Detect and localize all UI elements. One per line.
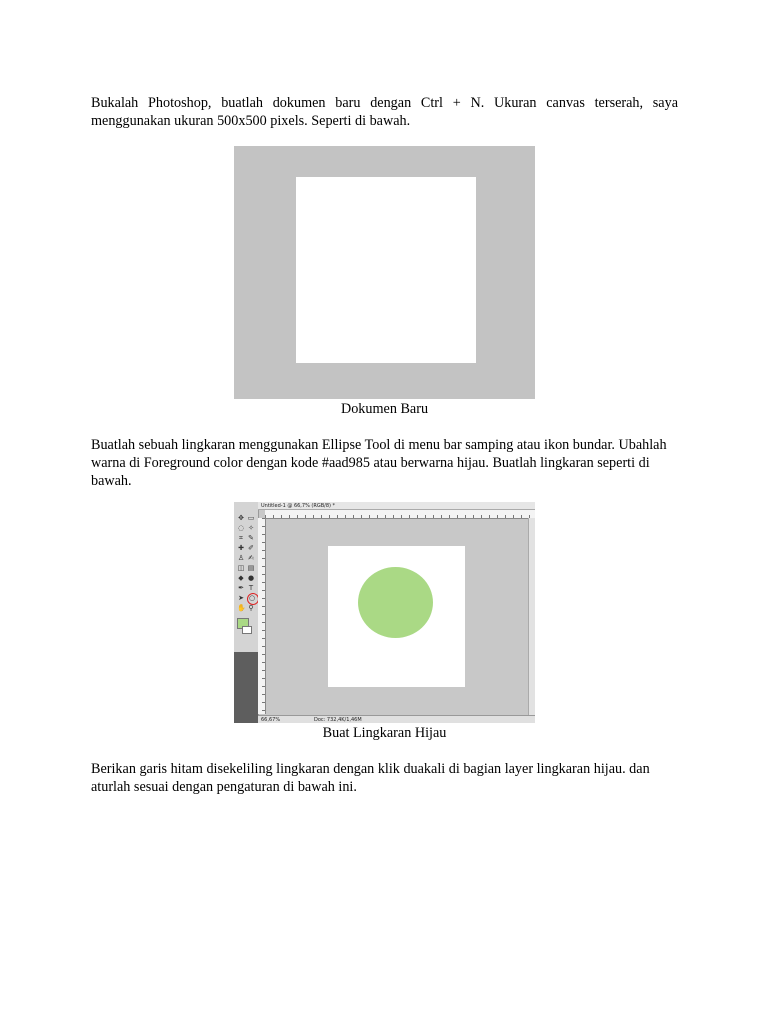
- brush-tool-icon[interactable]: ✐: [248, 544, 254, 552]
- caption-green-circle: Buat Lingkaran Hijau: [322, 725, 447, 741]
- blank-canvas: [296, 177, 476, 363]
- document-title: Untitled-1 @ 66,7% (RGB/8) *: [261, 503, 336, 509]
- ellipse-tool-icon[interactable]: ○: [248, 594, 256, 602]
- history-brush-icon[interactable]: ✍: [248, 554, 254, 562]
- pen-tool-icon[interactable]: ✒: [238, 584, 244, 592]
- tools-panel-empty: [234, 652, 258, 723]
- paragraph-stroke: Berikan garis hitam disekeliling lingkaran dengan klik duakali di bagian layer lingkaran hijau. dan aturlah sesuai dengan pengaturan di bawah ini.: [91, 761, 650, 795]
- zoom-tool-icon[interactable]: ⚲: [248, 604, 254, 612]
- type-tool-icon[interactable]: T: [248, 584, 254, 592]
- green-circle[interactable]: [358, 567, 433, 638]
- document-tab[interactable]: [258, 502, 535, 510]
- marquee-tool-icon[interactable]: ▭: [247, 514, 255, 522]
- vertical-scrollbar[interactable]: [528, 518, 535, 715]
- document-canvas[interactable]: [328, 546, 465, 687]
- crop-tool-icon[interactable]: ⌗: [239, 534, 243, 542]
- healing-tool-icon[interactable]: ✚: [238, 544, 244, 552]
- eraser-tool-icon[interactable]: ◫: [237, 564, 245, 572]
- document-size: Doc: 732,4K/1,46M: [314, 717, 362, 723]
- caption-new-document: Dokumen Baru: [340, 401, 429, 417]
- zoom-level[interactable]: 66,67%: [261, 717, 281, 723]
- vertical-ruler: [258, 518, 266, 714]
- paragraph-intro: Bukalah Photoshop, buatlah dokumen baru dengan Ctrl + N. Ukuran canvas terserah, saya menggunakan ukuran 500x500 pixels. Seperti di bawah.: [91, 95, 678, 129]
- move-tool-icon[interactable]: ✥: [238, 514, 244, 522]
- paragraph-ellipse: Buatlah sebuah lingkaran menggunakan Ellipse Tool di menu bar samping atau ikon bundar. Ubahlah warna di Foreground color dengan kode #aad985 atau berwarna hijau. Buatlah lingkaran seperti di bawah.: [91, 437, 667, 489]
- figure-photoshop-window: [234, 502, 535, 723]
- tools-panel: [234, 502, 259, 723]
- figure-new-document: [234, 146, 535, 399]
- lasso-tool-icon[interactable]: ◌: [237, 524, 245, 532]
- status-bar: [258, 715, 535, 723]
- blur-tool-icon[interactable]: ◆: [238, 574, 244, 582]
- gradient-tool-icon[interactable]: ▤: [247, 564, 255, 572]
- horizontal-ruler: [265, 510, 535, 519]
- background-color-swatch[interactable]: [242, 626, 252, 634]
- path-selection-icon[interactable]: ➤: [238, 594, 244, 602]
- dodge-tool-icon[interactable]: ●: [247, 574, 255, 582]
- slice-tool-icon[interactable]: ✎: [248, 534, 254, 542]
- stamp-tool-icon[interactable]: ♙: [237, 554, 245, 562]
- hand-tool-icon[interactable]: ✋: [237, 604, 246, 612]
- magic-wand-icon[interactable]: ✧: [248, 524, 254, 532]
